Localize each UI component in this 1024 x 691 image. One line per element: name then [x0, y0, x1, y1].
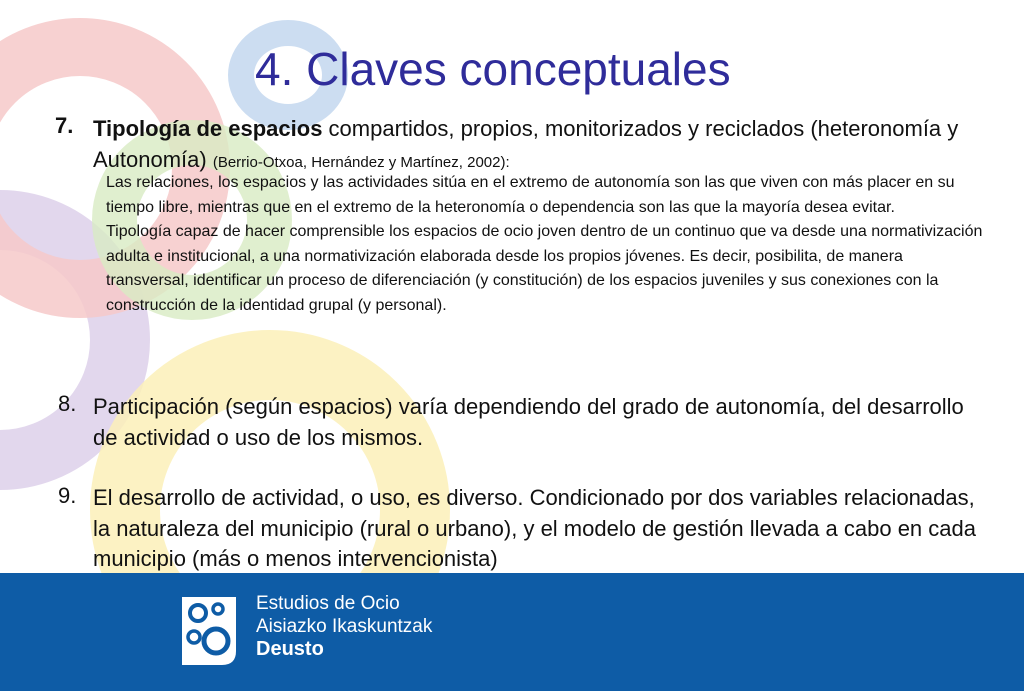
- deusto-ocio-logo-icon: [178, 593, 240, 669]
- item-citation: (Berrio-Otxoa, Hernández y Martínez, 2002):: [212, 154, 510, 171]
- logo-text: [256, 592, 432, 661]
- item-number: 9.: [58, 483, 77, 508]
- item-paragraph: Tipología capaz de hacer comprensible los espacios de ocio joven dentro de un continuo que va desde una normativización adulta e institucional, a una normativización elaborada desde los propios jóvenes. Es decir, posibilita, de manera transversal, identificar un proceso de diferenciación (y constitución) de los espacios juveniles y sus conexiones con la construcción de la identidad grupal (y personal).: [106, 223, 983, 314]
- item-heading: [93, 113, 993, 178]
- footer-bar: [0, 573, 1024, 691]
- item-heading-rest: compartidos, propios, monitorizados y reciclados (heteronomía y Autonomía): [93, 116, 959, 172]
- logo-line-3: Deusto: [256, 638, 324, 660]
- item-body: [106, 171, 986, 318]
- item-heading-bold: Tipología de espacios: [93, 116, 323, 141]
- item-number: 8.: [58, 391, 77, 416]
- logo-line-1: Estudios de Ocio: [256, 593, 400, 614]
- item-text: El desarrollo de actividad, o uso, es diverso. Condicionado por dos variables relacionadas, la naturaleza del municipio (rural o urbano), y el modelo de gestión llevada a cabo en cada municipio (más o menos intervencionista): [93, 485, 976, 571]
- item-number: 7.: [55, 113, 74, 138]
- slide-title: 4. Claves conceptuales: [255, 43, 731, 95]
- item-paragraph: Las relaciones, los espacios y las actividades sitúa en el extremo de autonomía son las que viven con más placer en su tiempo libre, mientras que en el extremo de la heteronomía o dependencia son las que la mayoría desea evitar.: [106, 174, 955, 216]
- logo-line-2: Aisiazko Ikaskuntzak: [256, 616, 433, 637]
- item-text: Participación (según espacios) varía dependiendo del grado de autonomía, del desarrollo de actividad o uso de los mismos.: [93, 394, 964, 450]
